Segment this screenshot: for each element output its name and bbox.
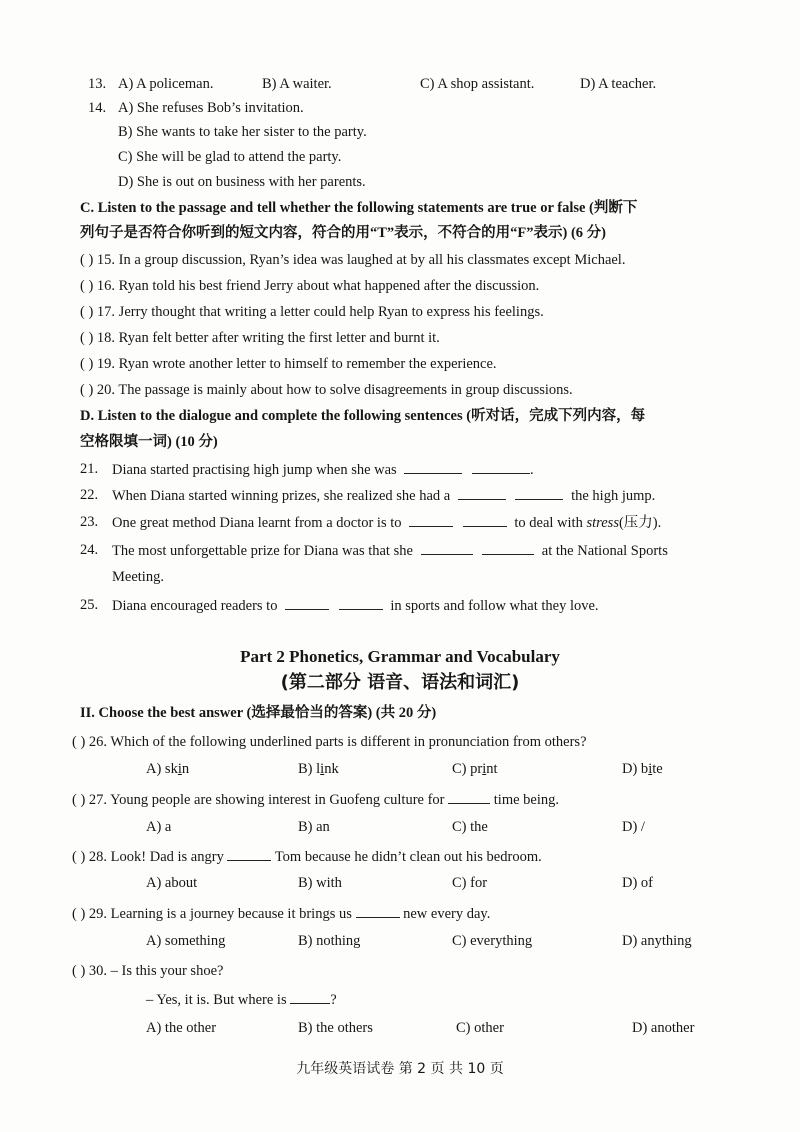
answer-blank[interactable] <box>404 459 462 474</box>
sentence-mid: to deal with <box>514 515 583 531</box>
reply-end: ? <box>330 992 337 1008</box>
answer-bracket[interactable]: ( ) <box>72 906 86 922</box>
tf-question-19 <box>80 354 497 374</box>
tf-question-16 <box>80 276 539 296</box>
question-number: 25. <box>80 597 99 613</box>
answer-bracket[interactable]: ( ) <box>80 356 94 372</box>
sentence-text: When Diana started winning prizes, she realized she had a <box>112 488 451 504</box>
option-b: B) the others <box>298 1020 373 1036</box>
mc-reply-30 <box>146 989 337 1010</box>
option-c: C) She will be glad to attend the party. <box>118 149 342 165</box>
answer-bracket[interactable]: ( ) <box>72 963 86 979</box>
answer-blank[interactable] <box>356 903 400 918</box>
answer-blank[interactable] <box>458 485 506 500</box>
tf-question-18 <box>80 328 440 348</box>
option-c: C) the <box>452 819 488 835</box>
question-stem: 26. Which of the following underlined parts is different in pronunciation from others? <box>88 734 587 750</box>
answer-blank[interactable] <box>227 846 271 861</box>
section-d-heading: D. Listen to the dialogue and complete the following sentences (听对话，完成下列内容，每 <box>80 408 646 424</box>
page-footer: 九年级英语试卷 第 2 页 共 10 页 <box>296 1061 504 1077</box>
stress-word: stress <box>586 515 619 531</box>
option-b: B) link <box>298 761 339 777</box>
option-c: C) A shop assistant. <box>420 76 535 92</box>
option-a: A) A policeman. <box>118 76 214 92</box>
option-c: C) other <box>456 1020 504 1036</box>
option-a: A) something <box>146 933 226 949</box>
option-d: D) A teacher. <box>580 76 657 92</box>
sentence-text: Diana started practising high jump when she was <box>112 462 397 478</box>
option-d: D) / <box>622 819 645 835</box>
option-c: C) for <box>452 875 488 891</box>
question-stem: 30. – Is this your shoe? <box>88 963 224 979</box>
question-number: 23. <box>80 514 99 530</box>
section-ii-heading: II. Choose the best answer (选择最恰当的答案) (共 20 分) <box>80 705 437 721</box>
question-number: 21. <box>80 461 99 477</box>
answer-blank[interactable] <box>448 789 490 804</box>
mc-question-30 <box>72 961 223 981</box>
option-b: B) an <box>298 819 330 835</box>
answer-bracket[interactable]: ( ) <box>80 252 94 268</box>
question-stem: 27. Young people are showing interest in Guofeng culture for <box>88 792 445 808</box>
option-a: A) skin <box>146 761 190 777</box>
answer-bracket[interactable]: ( ) <box>80 382 94 398</box>
question-number: 22. <box>80 487 99 503</box>
option-b: B) A waiter. <box>262 76 332 92</box>
option-d: D) anything <box>622 933 692 949</box>
mc-question-26 <box>72 732 587 752</box>
option-b: B) She wants to take her sister to the party. <box>118 124 367 140</box>
sentence-end: at the National Sports <box>541 543 668 559</box>
reply-text: – Yes, it is. But where is <box>146 992 287 1008</box>
answer-bracket[interactable]: ( ) <box>72 849 86 865</box>
answer-bracket[interactable]: ( ) <box>80 278 94 294</box>
sentence-continuation: Meeting. <box>112 569 164 585</box>
answer-blank[interactable] <box>482 540 534 555</box>
sentence-text: Diana encouraged readers to <box>112 598 278 614</box>
option-d: D) She is out on business with her parents. <box>118 174 366 190</box>
option-a: A) about <box>146 875 198 891</box>
option-d: D) another <box>632 1020 695 1036</box>
sentence-end: (压力). <box>618 515 662 531</box>
tf-question-17 <box>80 302 544 322</box>
mc-question-28 <box>72 846 542 867</box>
tf-question-15 <box>80 250 625 270</box>
question-stem-end: time being. <box>493 792 560 808</box>
option-a: A) She refuses Bob’s invitation. <box>118 100 304 116</box>
answer-bracket[interactable]: ( ) <box>72 792 86 808</box>
option-c: C) print <box>452 761 498 777</box>
question-stem-end: new every day. <box>403 906 491 922</box>
answer-blank[interactable] <box>409 512 453 527</box>
mc-question-27 <box>72 789 559 810</box>
option-d: D) bite <box>622 761 663 777</box>
sentence-end: in sports and follow what they love. <box>390 598 599 614</box>
option-d: D) of <box>622 875 654 891</box>
answer-blank[interactable] <box>472 459 530 474</box>
sentence-text: One great method Diana learnt from a doctor is to <box>112 515 402 531</box>
part-2-title: Part 2 Phonetics, Grammar and Vocabulary <box>240 647 560 666</box>
option-a: A) the other <box>146 1020 217 1036</box>
question-stem: 29. Learning is a journey because it brings us <box>88 906 352 922</box>
sentence-end: . <box>529 462 534 478</box>
answer-blank[interactable] <box>285 595 329 610</box>
statement-text: 17. Jerry thought that writing a letter could help Ryan to express his feelings. <box>96 304 544 320</box>
tf-question-20 <box>80 380 573 400</box>
statement-text: 18. Ryan felt better after writing the first letter and burnt it. <box>96 330 440 346</box>
mc-question-29 <box>72 903 490 924</box>
answer-blank[interactable] <box>339 595 383 610</box>
question-stem: 28. Look! Dad is angry <box>88 849 224 865</box>
question-number: 24. <box>80 542 99 558</box>
answer-bracket[interactable]: ( ) <box>80 304 94 320</box>
sentence-end: the high jump. <box>571 488 656 504</box>
option-a: A) a <box>146 819 172 835</box>
sentence-text: The most unforgettable prize for Diana was that she <box>112 543 413 559</box>
section-c-heading-cont: 列句子是否符合你听到的短文内容，符合的用“T”表示，不符合的用“F”表示) (6 分) <box>80 225 607 241</box>
option-b: B) nothing <box>298 933 361 949</box>
option-b: B) with <box>298 875 342 891</box>
statement-text: 15. In a group discussion, Ryan’s idea was laughed at by all his classmates except Michael. <box>96 252 626 268</box>
section-d-heading-cont: 空格限填一词) (10 分) <box>80 434 218 450</box>
section-c-heading: C. Listen to the passage and tell whether the following statements are true or false (判断下 <box>80 200 638 216</box>
part-2-subtitle: (第二部分 语音、语法和词汇) <box>280 672 520 693</box>
statement-text: 19. Ryan wrote another letter to himself to remember the experience. <box>96 356 497 372</box>
answer-blank[interactable] <box>421 540 473 555</box>
answer-bracket[interactable]: ( ) <box>72 734 86 750</box>
statement-text: 16. Ryan told his best friend Jerry about what happened after the discussion. <box>96 278 540 294</box>
answer-bracket[interactable]: ( ) <box>80 330 94 346</box>
question-number: 13. <box>88 76 107 92</box>
answer-blank[interactable] <box>290 989 330 1004</box>
statement-text: 20. The passage is mainly about how to solve disagreements in group discussions. <box>96 382 573 398</box>
answer-blank[interactable] <box>463 512 507 527</box>
answer-blank[interactable] <box>515 485 563 500</box>
question-stem-end: Tom because he didn’t clean out his bedroom. <box>274 849 542 865</box>
option-c: C) everything <box>452 933 533 949</box>
question-number: 14. <box>88 100 107 116</box>
